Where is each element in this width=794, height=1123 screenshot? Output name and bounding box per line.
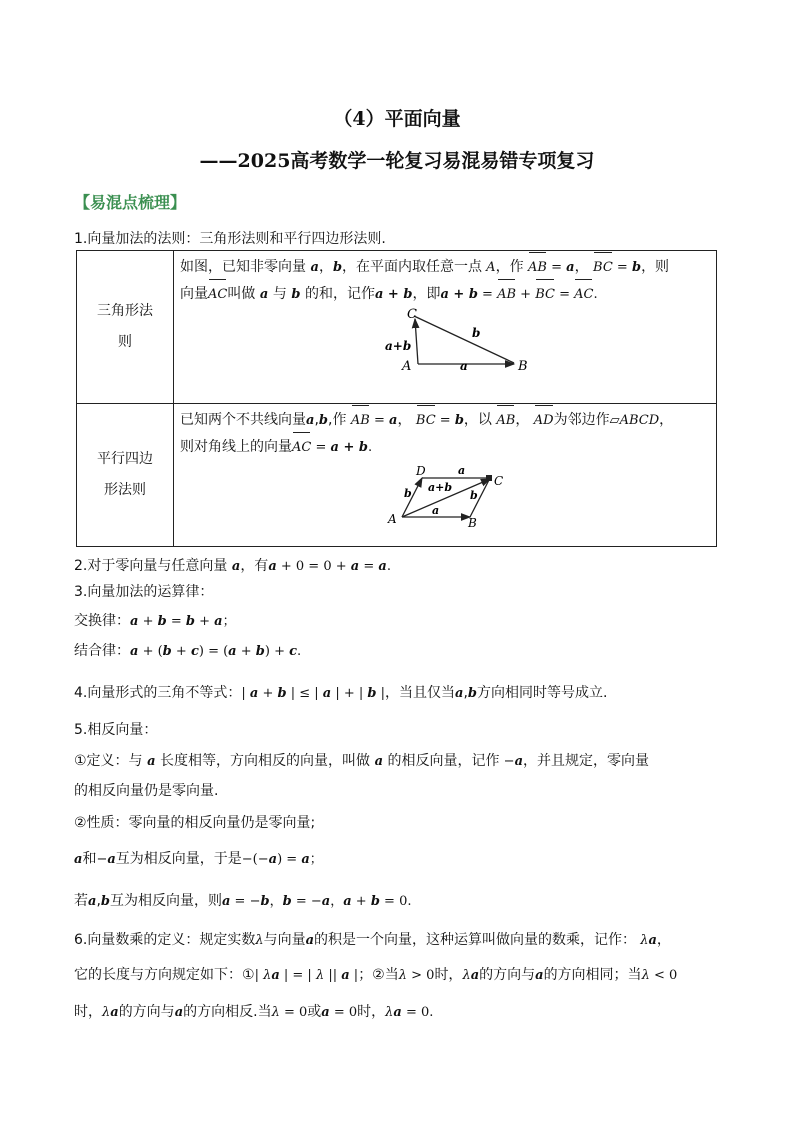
point-label: D [416, 464, 426, 478]
paragraph-3: 3.向量加法的运算律： [74, 584, 214, 600]
rule-body-cell [174, 251, 717, 404]
opposite-vector-sum: 若a,b互为相反向量，则a = −b，b = −a，a + b = 0. [74, 893, 412, 909]
section-heading: 【易混点梳理】 [74, 193, 187, 212]
rule-text: 则对角线上的向量AC = a + b. [180, 434, 710, 461]
rule-name: 则 [118, 334, 132, 350]
vector-label: b [404, 487, 412, 500]
table-row [77, 404, 717, 547]
point-label: C [494, 474, 504, 488]
rule-name-cell [77, 251, 174, 404]
point-label: C [407, 308, 417, 322]
scalar-multiplication-rules: 它的长度与方向规定如下：①| λa | = | λ || a |；②当λ > 0时，λa的方向与a的方向相同；当λ < 0 [74, 967, 678, 983]
vector-label: b [472, 326, 481, 340]
opposite-vector-definition-cont: 的相反向量仍是零向量. [74, 783, 219, 799]
opposite-vector-definition: ①定义：与 a 长度相等，方向相反的向量，叫做 a 的相反向量，记作 −a，并且规定，零向量 [74, 753, 649, 769]
vector-label: a+b [428, 481, 453, 494]
scalar-multiplication-rules-cont: 时，λa的方向与a的方向相反.当λ = 0或a = 0时，λa = 0. [74, 1004, 434, 1020]
rule-text: 如图，已知非零向量 a，b，在平面内取任意一点 A，作 AB = a， BC = b，则 [180, 254, 710, 281]
rule-body-cell [174, 404, 717, 547]
opposite-vector-relation: a和−a互为相反向量，于是−(−a) = a； [74, 851, 323, 867]
point-label: A [388, 512, 397, 526]
document-title: （4）平面向量 [333, 108, 461, 130]
vector-label: a [458, 464, 466, 477]
rule-name: 三角形法 [97, 303, 153, 319]
commutative-law: 交换律：a + b = b + a； [74, 613, 236, 629]
rule-name: 平行四边 [97, 451, 153, 467]
scalar-multiplication-definition: 6.向量数乘的定义：规定实数λ与向量a的积是一个向量，这种运算叫做向量的数乘，记作： λa， [74, 932, 671, 948]
vector-label: b [470, 489, 478, 502]
associative-law: 结合律：a + (b + c) = (a + b) + c. [74, 643, 302, 659]
rule-text: 已知两个不共线向量a,b,作 AB = a， BC = b，以 AB， AD为邻边作▱ABCD， [180, 407, 710, 434]
rule-name: 形法则 [104, 482, 146, 498]
point-label: B [468, 516, 477, 530]
document-subtitle: ——2025高考数学一轮复习易混易错专项复习 [199, 150, 595, 172]
vector-label: a [460, 359, 468, 373]
vector-label: a [432, 504, 440, 517]
triangle-rule-figure [380, 308, 580, 380]
rule-text: 向量AC叫做 a 与 b 的和，记作a + b，即a + b = AB + BC = AC. [180, 281, 710, 308]
table-row [77, 251, 717, 404]
paragraph-2: 2.对于零向量与任意向量 a，有a + 0 = 0 + a = a. [74, 558, 391, 574]
rule-name-cell [77, 404, 174, 547]
opposite-vector-property: ②性质：零向量的相反向量仍是零向量; [74, 815, 316, 831]
parallelogram-rule-figure [380, 461, 580, 531]
paragraph-1: 1.向量加法的法则：三角形法则和平行四边形法则. [74, 231, 386, 247]
point-label: B [518, 359, 528, 374]
vector-label: a+b [385, 339, 412, 353]
paragraph-4: 4.向量形式的三角不等式：| a + b | ≤ | a | + | b |，当且仅当a,b方向相同时等号成立. [74, 685, 608, 701]
vector-addition-table [76, 250, 717, 547]
paragraph-5: 5.相反向量： [74, 722, 158, 738]
point-label: A [402, 359, 412, 374]
